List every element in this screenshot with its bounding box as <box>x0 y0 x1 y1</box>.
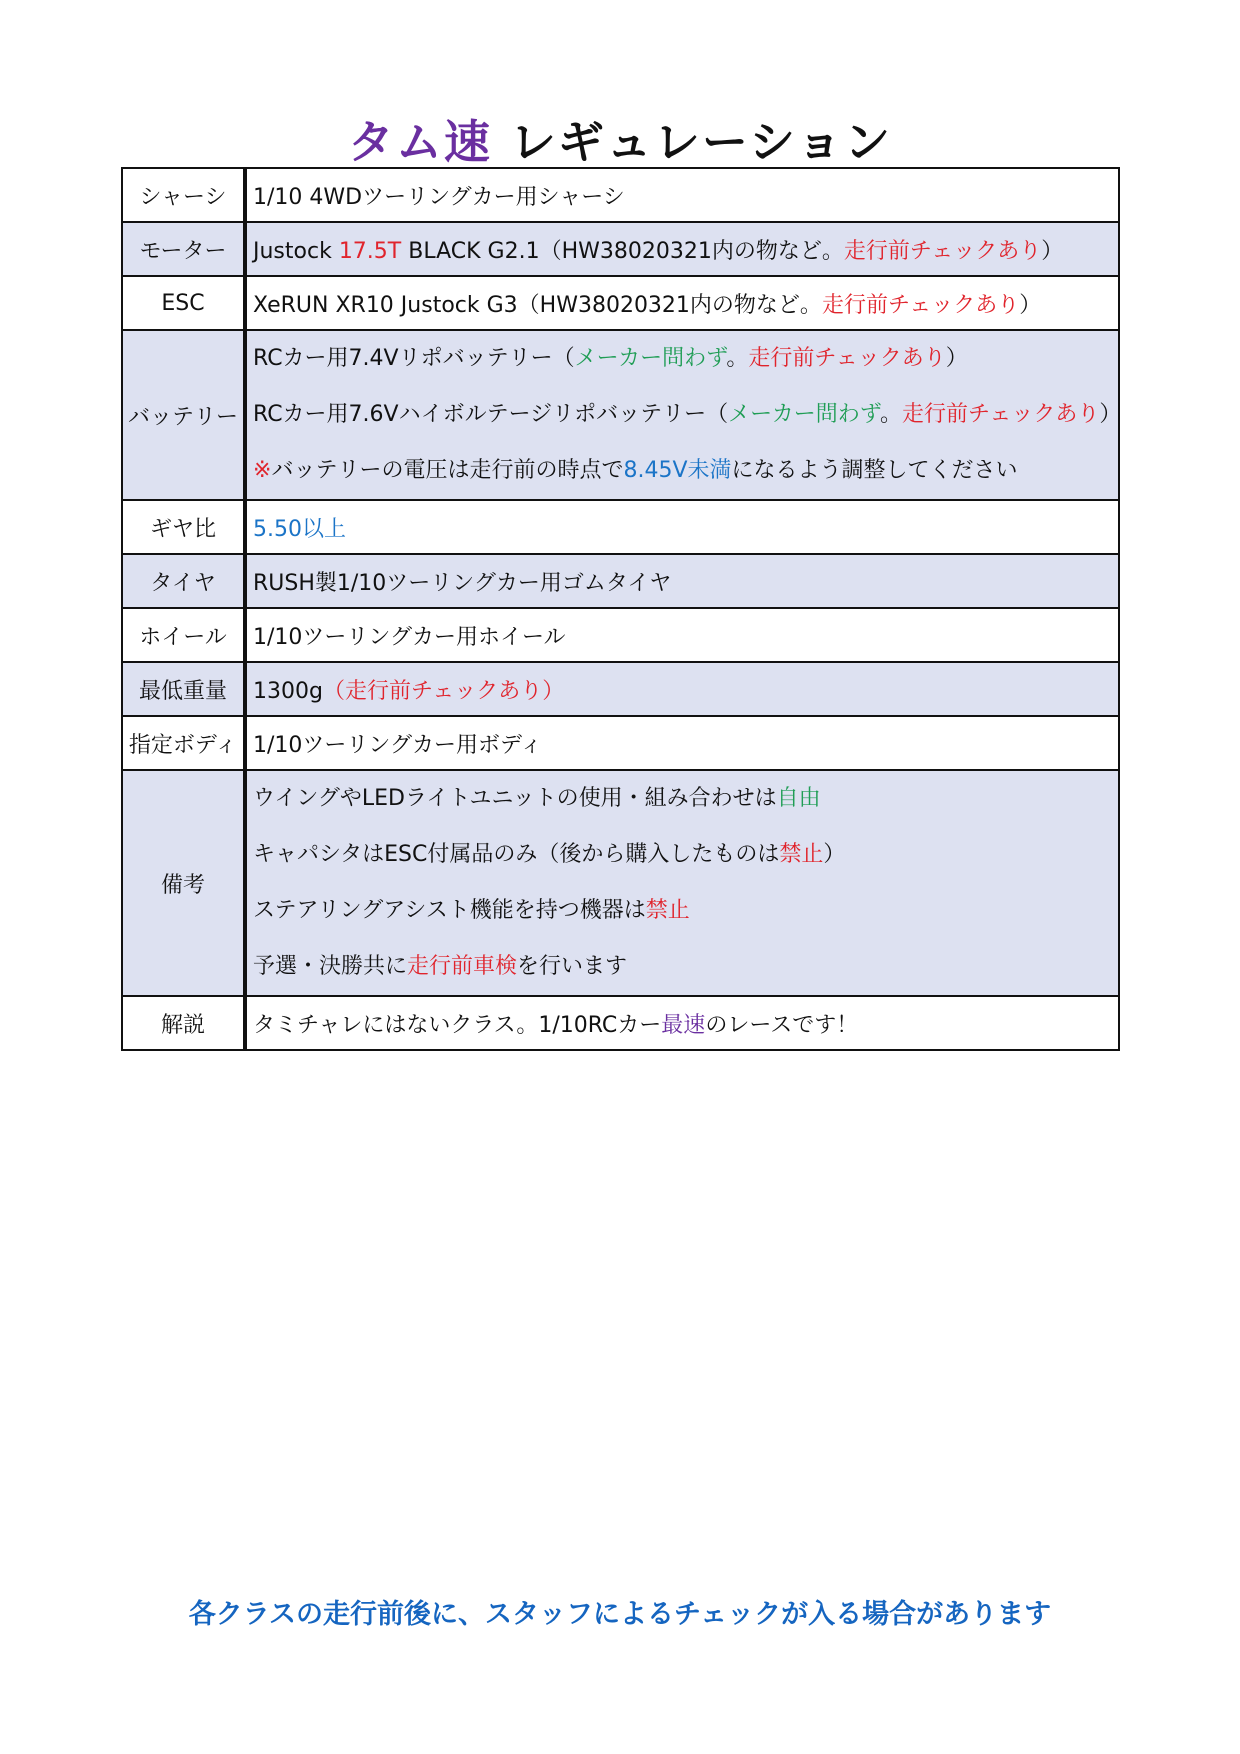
voltage-limit: 8.45V未満 <box>623 458 732 483</box>
motor-middle: BLACK G2.1（HW38020321内の物など。 <box>401 238 844 264</box>
regulation-table <box>121 167 1120 1051</box>
battery-text: バッテリーの電圧は走行前の時点で <box>271 458 624 483</box>
row-value: 5.50以上 <box>245 500 1119 554</box>
row-value: RUSH製1/10ツーリングカー用ゴムタイヤ <box>245 554 1119 608</box>
row-label: ギヤ比 <box>122 500 245 554</box>
row-label: シャーシ <box>122 168 245 222</box>
note-mark: ※ <box>253 458 272 483</box>
table-row-esc <box>122 276 1119 330</box>
notes-line-1 <box>253 771 1118 827</box>
battery-line-2 <box>253 387 1122 443</box>
motor-turn: 17.5T <box>338 238 402 264</box>
esc-prefix: XeRUN XR10 Justock G3（HW38020321内の物など。 <box>253 292 822 318</box>
notes-text: ステアリングアシスト機能を持つ機器は <box>253 898 646 923</box>
battery-suffix: ） <box>1099 402 1122 427</box>
row-label: ホイール <box>122 608 245 662</box>
footer-note: 各クラスの走行前後に、スタッフによるチェックが入る場合があります <box>188 1599 1052 1630</box>
notes-text: ウイングやLEDライトユニットの使用・組み合わせは <box>253 786 777 811</box>
battery-line-3 <box>253 443 1118 499</box>
weight-value: 1300g <box>253 678 323 704</box>
battery-text: RCカー用7.6Vハイボルテージリポバッテリー（ <box>253 402 729 427</box>
table-row-notes <box>122 770 1119 996</box>
battery-suffix: ） <box>945 346 968 371</box>
row-value <box>245 330 1122 500</box>
motor-prefix: Justock <box>253 238 339 264</box>
battery-sep: 。 <box>726 346 749 371</box>
maker-note: メーカー問わず <box>574 346 727 371</box>
row-label: 指定ボディ <box>122 716 245 770</box>
table-row-comment <box>122 996 1119 1050</box>
maker-note: メーカー問わず <box>728 402 880 427</box>
row-label: 解説 <box>122 996 245 1050</box>
row-label: バッテリー <box>122 330 245 500</box>
notes-text: 予選・決勝共に <box>253 954 408 979</box>
row-label: ESC <box>122 276 245 330</box>
page-title <box>0 106 1240 172</box>
row-value: 1/10ツーリングカー用ボディ <box>245 716 1119 770</box>
ban-note: 禁止 <box>645 898 690 923</box>
notes-line-3 <box>253 883 1118 939</box>
row-value <box>245 662 1119 716</box>
check-note: 走行前チェックあり <box>748 346 946 371</box>
comment-text: タミチャレにはないクラス。1/10RCカー <box>253 1012 662 1038</box>
row-value <box>245 222 1119 276</box>
ban-note: 禁止 <box>779 842 824 867</box>
table-row-gear <box>122 500 1119 554</box>
row-label: 備考 <box>122 770 245 996</box>
row-value <box>245 276 1119 330</box>
title-rest: レギュレーション <box>509 115 893 169</box>
battery-text: RCカー用7.4Vリポバッテリー（ <box>253 346 575 371</box>
notes-text: キャパシタはESC付属品のみ（後から購入したものは <box>253 842 780 867</box>
row-value <box>245 770 1119 996</box>
row-value: 1/10ツーリングカー用ホイール <box>245 608 1119 662</box>
comment-suffix: のレースです！ <box>705 1012 859 1038</box>
esc-suffix: ） <box>1019 292 1042 318</box>
table-row-wheel <box>122 608 1119 662</box>
check-note: （走行前チェックあり） <box>322 678 565 704</box>
table-row-battery <box>122 330 1119 500</box>
battery-line-1 <box>253 331 1118 387</box>
check-note: 走行前チェックあり <box>821 292 1020 318</box>
notes-suffix: ） <box>823 842 846 867</box>
notes-line-2 <box>253 827 1118 883</box>
battery-suffix: になるよう調整してください <box>731 458 1018 483</box>
notes-line-4 <box>253 939 1118 995</box>
row-label: 最低重量 <box>122 662 245 716</box>
motor-suffix: ） <box>1041 238 1064 264</box>
row-label: モーター <box>122 222 245 276</box>
table-row-body <box>122 716 1119 770</box>
table-row-chassis <box>122 168 1119 222</box>
check-note: 走行前チェックあり <box>901 402 1100 427</box>
check-note: 走行前チェックあり <box>843 238 1042 264</box>
table-row-motor <box>122 222 1119 276</box>
free-note: 自由 <box>776 786 821 811</box>
table-row-tire <box>122 554 1119 608</box>
battery-sep: 。 <box>879 402 902 427</box>
table-row-weight <box>122 662 1119 716</box>
inspection-note: 走行前車検 <box>407 954 518 979</box>
row-value <box>245 996 1119 1050</box>
fastest-note: 最速 <box>661 1012 706 1038</box>
title-accent: タム速 <box>347 115 492 169</box>
notes-suffix: を行います <box>517 954 628 979</box>
row-label: タイヤ <box>122 554 245 608</box>
row-value: 1/10 4WDツーリングカー用シャーシ <box>245 168 1119 222</box>
